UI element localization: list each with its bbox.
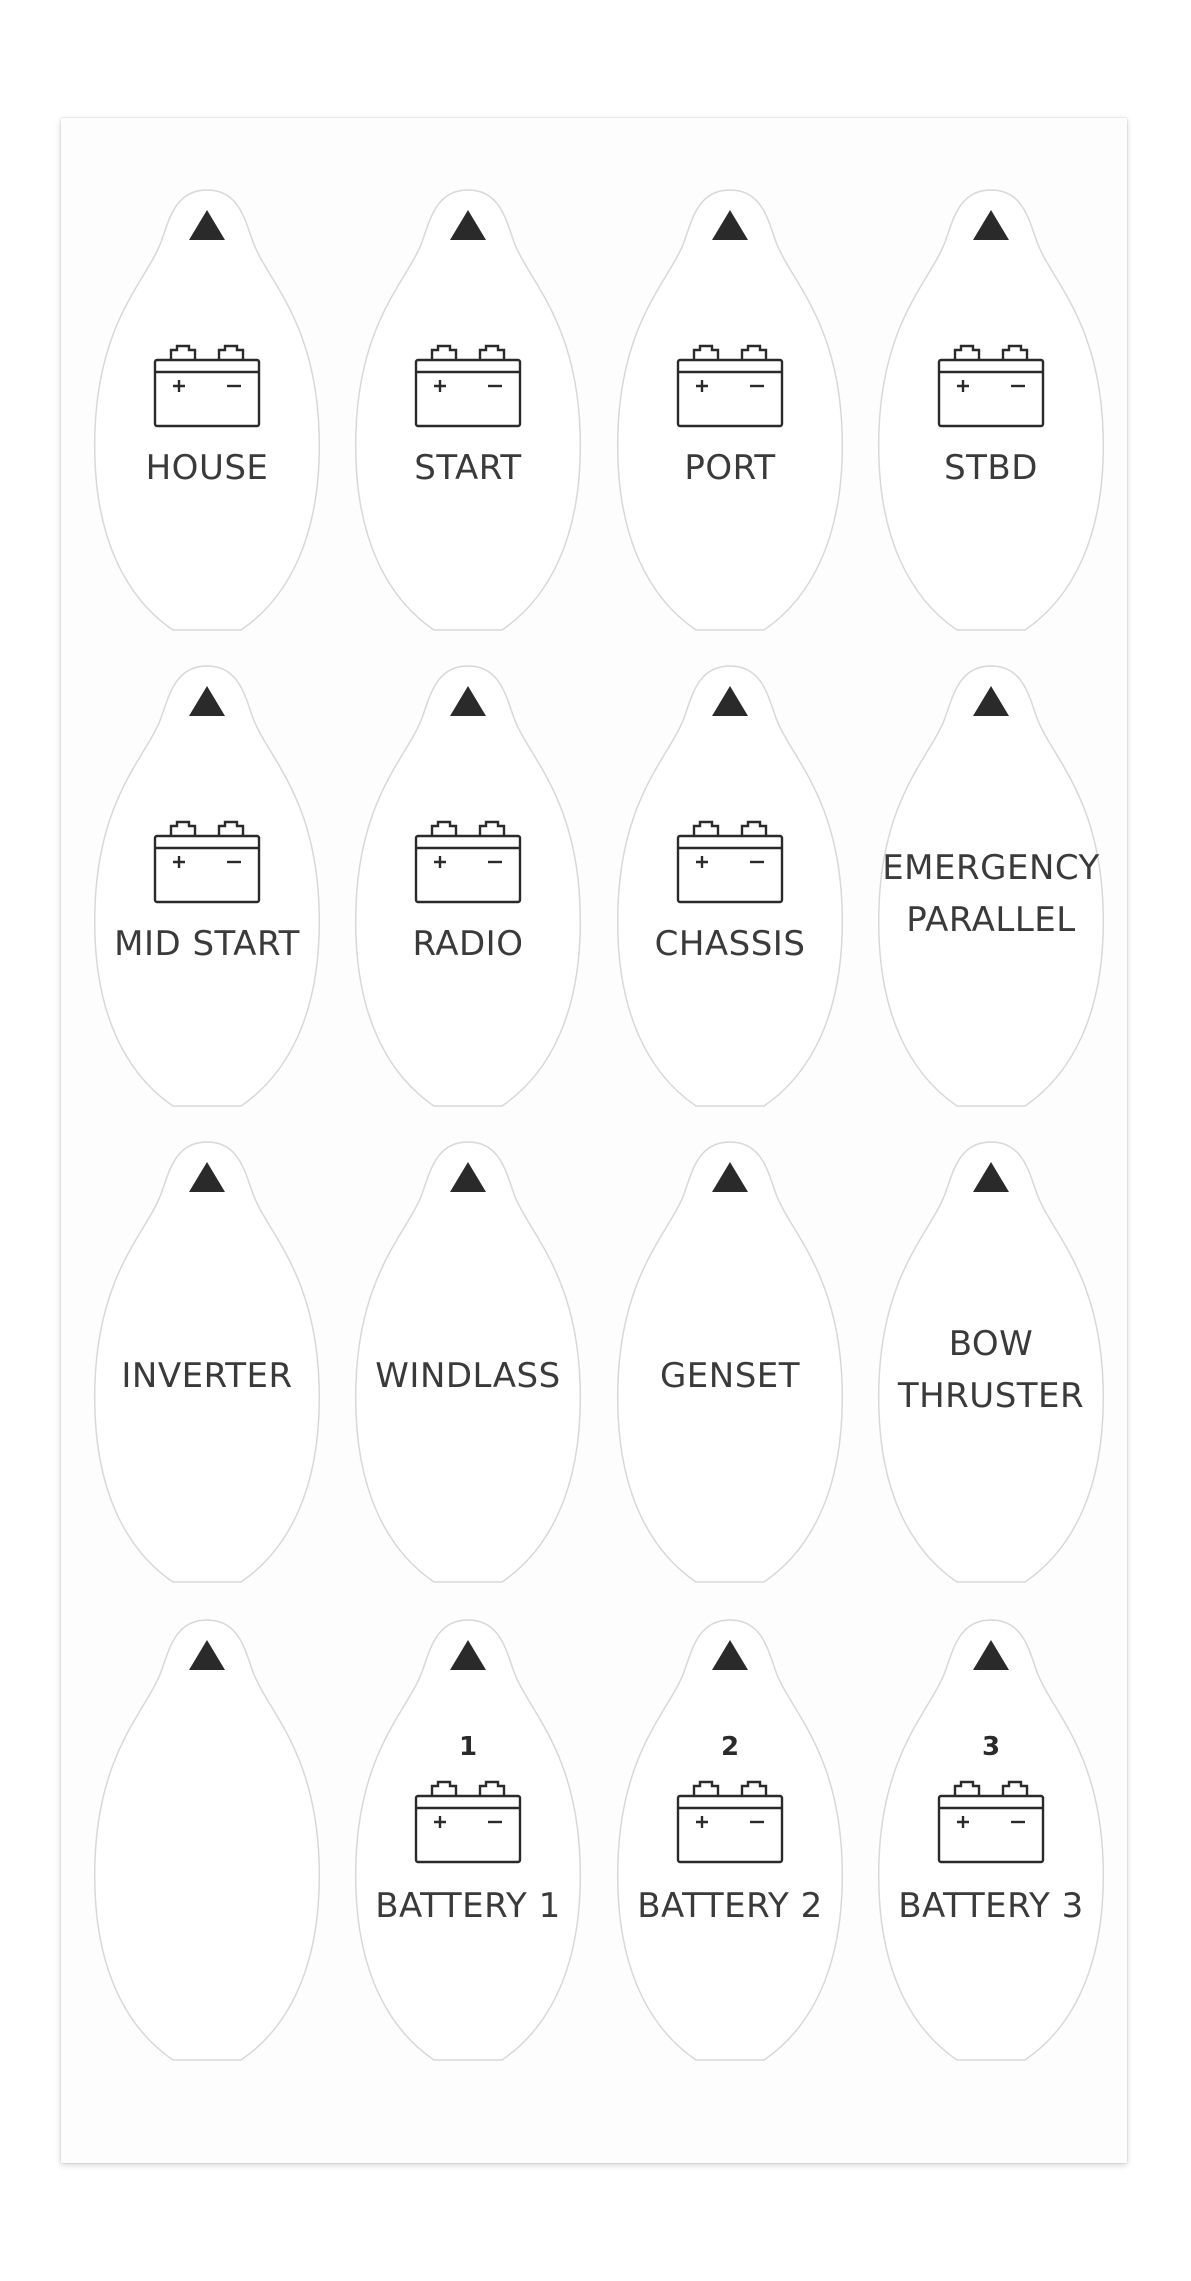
battery-icon (412, 818, 524, 906)
sticker-label (600, 180, 860, 640)
triangle-up-icon (973, 1640, 1009, 1670)
battery-icon (412, 342, 524, 430)
die-cut-outline (77, 1610, 337, 2070)
label-text: CHASSIS (654, 924, 806, 964)
label-text: THRUSTER (897, 1376, 1085, 1416)
battery-number: 3 (981, 1732, 1001, 1762)
label-text: WINDLASS (375, 1356, 561, 1396)
sticker-label (861, 656, 1121, 1116)
triangle-up-icon (450, 686, 486, 716)
sticker-label (600, 1132, 860, 1592)
battery-icon (674, 818, 786, 906)
triangle-up-icon (189, 210, 225, 240)
triangle-up-icon (712, 1162, 748, 1192)
label-text: PORT (684, 448, 776, 488)
label-text: BATTERY 1 (375, 1886, 561, 1926)
sticker-label (861, 1610, 1121, 2070)
label-text: MID START (114, 924, 300, 964)
sticker-label (861, 180, 1121, 640)
triangle-up-icon (189, 1640, 225, 1670)
label-text: START (414, 448, 522, 488)
triangle-up-icon (712, 686, 748, 716)
sticker-label (600, 1610, 860, 2070)
label-text: BATTERY 2 (637, 1886, 823, 1926)
label-text: BOW (948, 1324, 1034, 1364)
label-text: INVERTER (121, 1356, 293, 1396)
triangle-up-icon (189, 1162, 225, 1192)
battery-icon (674, 1778, 786, 1866)
sticker-label (338, 180, 598, 640)
label-text: STBD (944, 448, 1038, 488)
battery-icon (935, 342, 1047, 430)
sticker-label (77, 1132, 337, 1592)
battery-icon (935, 1778, 1047, 1866)
battery-number: 1 (458, 1732, 478, 1762)
sticker-label (861, 1132, 1121, 1592)
sticker-label (77, 1610, 337, 2070)
triangle-up-icon (450, 210, 486, 240)
triangle-up-icon (712, 210, 748, 240)
triangle-up-icon (973, 1162, 1009, 1192)
label-text: PARALLEL (906, 900, 1076, 940)
battery-icon (151, 818, 263, 906)
sticker-label (338, 656, 598, 1116)
battery-icon (151, 342, 263, 430)
label-sheet (61, 118, 1127, 2163)
triangle-up-icon (973, 210, 1009, 240)
triangle-up-icon (712, 1640, 748, 1670)
label-text: BATTERY 3 (898, 1886, 1084, 1926)
triangle-up-icon (450, 1640, 486, 1670)
label-text: EMERGENCY (882, 848, 1100, 888)
triangle-up-icon (973, 686, 1009, 716)
battery-number: 2 (720, 1732, 740, 1762)
sticker-label (77, 656, 337, 1116)
battery-icon (674, 342, 786, 430)
label-text: GENSET (659, 1356, 801, 1396)
battery-icon (412, 1778, 524, 1866)
sticker-label (338, 1610, 598, 2070)
sticker-label (600, 656, 860, 1116)
triangle-up-icon (450, 1162, 486, 1192)
label-text: RADIO (412, 924, 524, 964)
sticker-label (338, 1132, 598, 1592)
label-text: HOUSE (145, 448, 269, 488)
triangle-up-icon (189, 686, 225, 716)
sticker-label (77, 180, 337, 640)
